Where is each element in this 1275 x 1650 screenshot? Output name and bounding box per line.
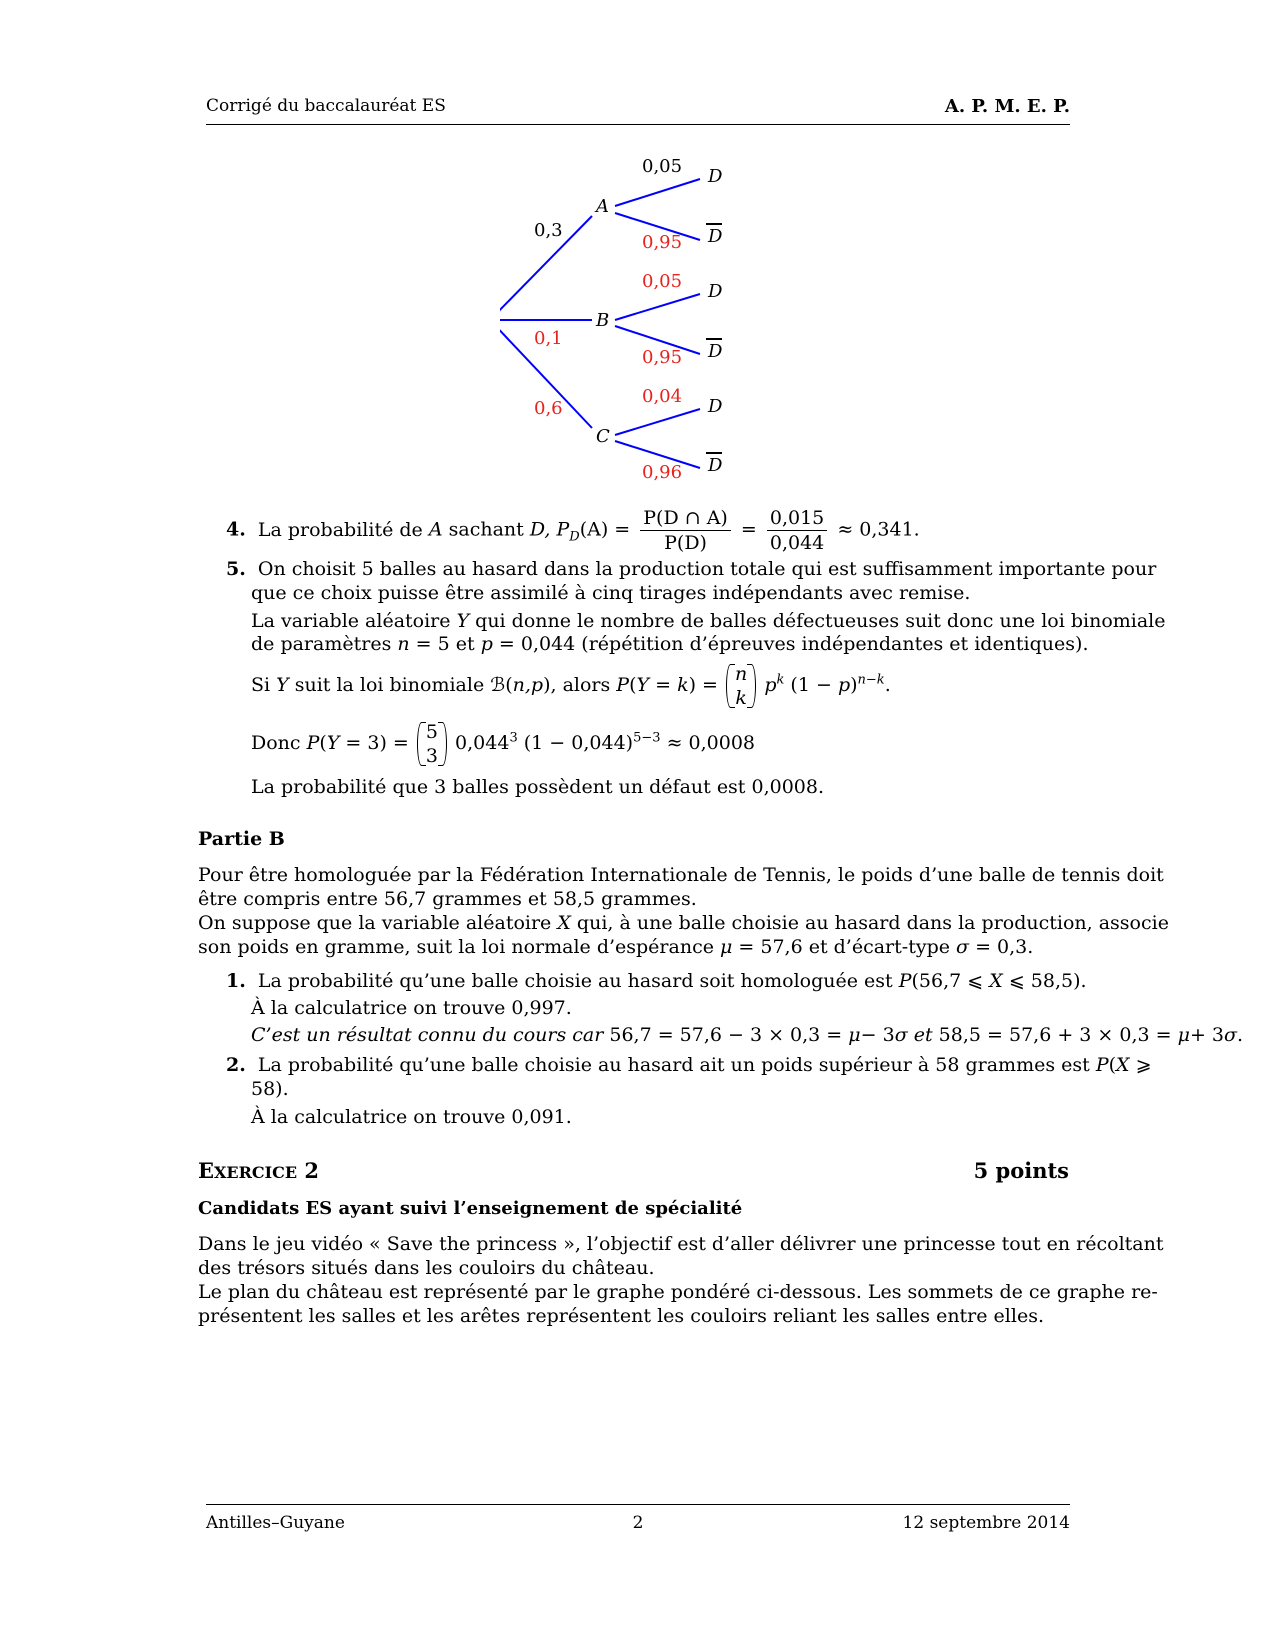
prob-b-dbar: 0,95 — [642, 347, 683, 368]
branch-line-b-d — [615, 294, 700, 320]
prob-c-d: 0,04 — [642, 386, 683, 407]
node-a: A — [596, 196, 609, 217]
branch-line-a-d — [615, 179, 700, 206]
node-c: C — [596, 426, 610, 447]
leaf-a-dbar: D — [708, 226, 723, 247]
question-5-conclusion: La probabilité que 3 balles possèdent un défaut est 0,0008. — [251, 776, 825, 798]
fraction-values: $\frac{0,015}{0,044}$ — [767, 506, 827, 555]
exercise-2-p2: des trésors situés dans les couloirs du château. — [198, 1257, 655, 1279]
binomial-coefficient-5-3: 5 3 — [417, 720, 447, 768]
leaf-b-dbar: D — [708, 341, 723, 362]
footer-date: 12 septembre 2014 — [902, 1513, 1070, 1533]
prob-c-dbar: 0,96 — [642, 462, 683, 483]
leaf-c-dbar: D — [708, 455, 723, 476]
partie-b-p3: On suppose que la variable aléatoire X qui, à une balle choisie au hasard dans la production, associe — [198, 912, 1169, 934]
partie-b-q1: 1. La probabilité qu’une balle choisie au hasard soit homologuée est P(56,7 ⩽ X ⩽ 58,5). — [226, 970, 1087, 992]
partie-b-p1: Pour être homologuée par la Fédération Internationale de Tennis, le poids d’une balle de tennis doit — [198, 864, 1164, 886]
partie-b-title: Partie B — [198, 828, 285, 850]
exercise-2-points: 5 points — [973, 1158, 1069, 1183]
partie-b-q2: 2. La probabilité qu’une balle choisie au hasard ait un poids supérieur à 58 grammes est P(X ⩾ — [226, 1054, 1152, 1076]
binomial-formula: Si Y suit la loi binomiale ℬ(n,p), alors P(Y = k) = n k $p^k$ $(1 - p)^{n-k}$. — [251, 663, 891, 709]
node-b: B — [596, 310, 610, 331]
question-5-line-1: 5. On choisit 5 balles au hasard dans la production totale qui est suffisamment importante pour — [226, 558, 1157, 580]
branch-line-c-d — [615, 409, 700, 435]
page-footer — [206, 1504, 1070, 1535]
exercise-2-p1: Dans le jeu vidéo « Save the princess », l’objectif est d’aller délivrer une princesse tout en récoltant — [198, 1233, 1164, 1255]
prob-b-d: 0,05 — [642, 271, 683, 292]
binomial-coefficient-nk: n k — [726, 662, 756, 710]
leaf-c-d: D — [708, 396, 723, 417]
prob-a-dbar: 0,95 — [642, 232, 683, 253]
page-number: 2 — [632, 1513, 644, 1533]
prob-a-d: 0,05 — [642, 158, 683, 177]
question-5-line-3: La variable aléatoire Y qui donne le nombre de balles défectueuses suit donc une loi binomiale — [251, 610, 1166, 632]
prob-c: 0,6 — [534, 398, 563, 419]
partie-b-q1-answer: À la calculatrice on trouve 0,997. — [251, 997, 572, 1019]
partie-b-p2: être compris entre 56,7 grammes et 58,5 grammes. — [198, 888, 697, 910]
exercise-2-p3: Le plan du château est représenté par le graphe pondéré ci-dessous. Les sommets de ce graphe re- — [198, 1281, 1158, 1303]
exercise-2-subtitle: Candidats ES ayant suivi l’enseignement de spécialité — [198, 1198, 743, 1219]
prob-b: 0,1 — [534, 328, 563, 349]
prob-a: 0,3 — [534, 220, 563, 241]
page-header — [206, 96, 1070, 125]
header-apmep: A. P. M. E. P. — [944, 96, 1070, 117]
partie-b-p4: son poids en gramme, suit la loi normale d’espérance μ = 57,6 et d’écart-type σ = 0,3. — [198, 936, 1034, 958]
partie-b-q2-cont: 58). — [251, 1078, 289, 1100]
question-5-line-4: de paramètres n = 5 et p = 0,044 (répétition d’épreuves indépendantes et identiques). — [251, 633, 1089, 655]
partie-b-q1-remark: C’est un résultat connu du cours car 56,7 = 57,6 − 3 × 0,3 = μ− 3σ et 58,5 = 57,6 + 3 × 0,3 = μ+ 3σ. — [251, 1024, 1244, 1046]
fraction-conditional: $\frac{P(D \cap A)}{P(D)}$ — [640, 506, 731, 555]
binomial-computation: Donc P(Y = 3) = 5 3 0,044$^3$ $(1 - 0,044)^{5-3} \approx 0,0008$ — [251, 721, 756, 767]
header-title: Corrigé du baccalauréat ES — [206, 96, 446, 116]
leaf-a-d: D — [708, 166, 723, 187]
footer-location: Antilles–Guyane — [206, 1513, 345, 1533]
probability-tree — [500, 158, 760, 498]
exercise-2-p4: présentent les salles et les arêtes représentent les couloirs reliant les salles entre elles. — [198, 1305, 1044, 1327]
leaf-b-d: D — [708, 281, 723, 302]
question-5-line-2: que ce choix puisse être assimilé à cinq tirages indépendants avec remise. — [251, 582, 971, 604]
exercise-2-title: EXERCICE 2 — [198, 1158, 320, 1183]
partie-b-q2-answer: À la calculatrice on trouve 0,091. — [251, 1106, 572, 1128]
question-4: 4. La probabilité de A sachant D, $P_D(A)$ = $\frac{P(D \cap A)}{P(D)}$ = $\frac{0,015}{0,044}$ ≈ 0,341. — [226, 507, 920, 554]
